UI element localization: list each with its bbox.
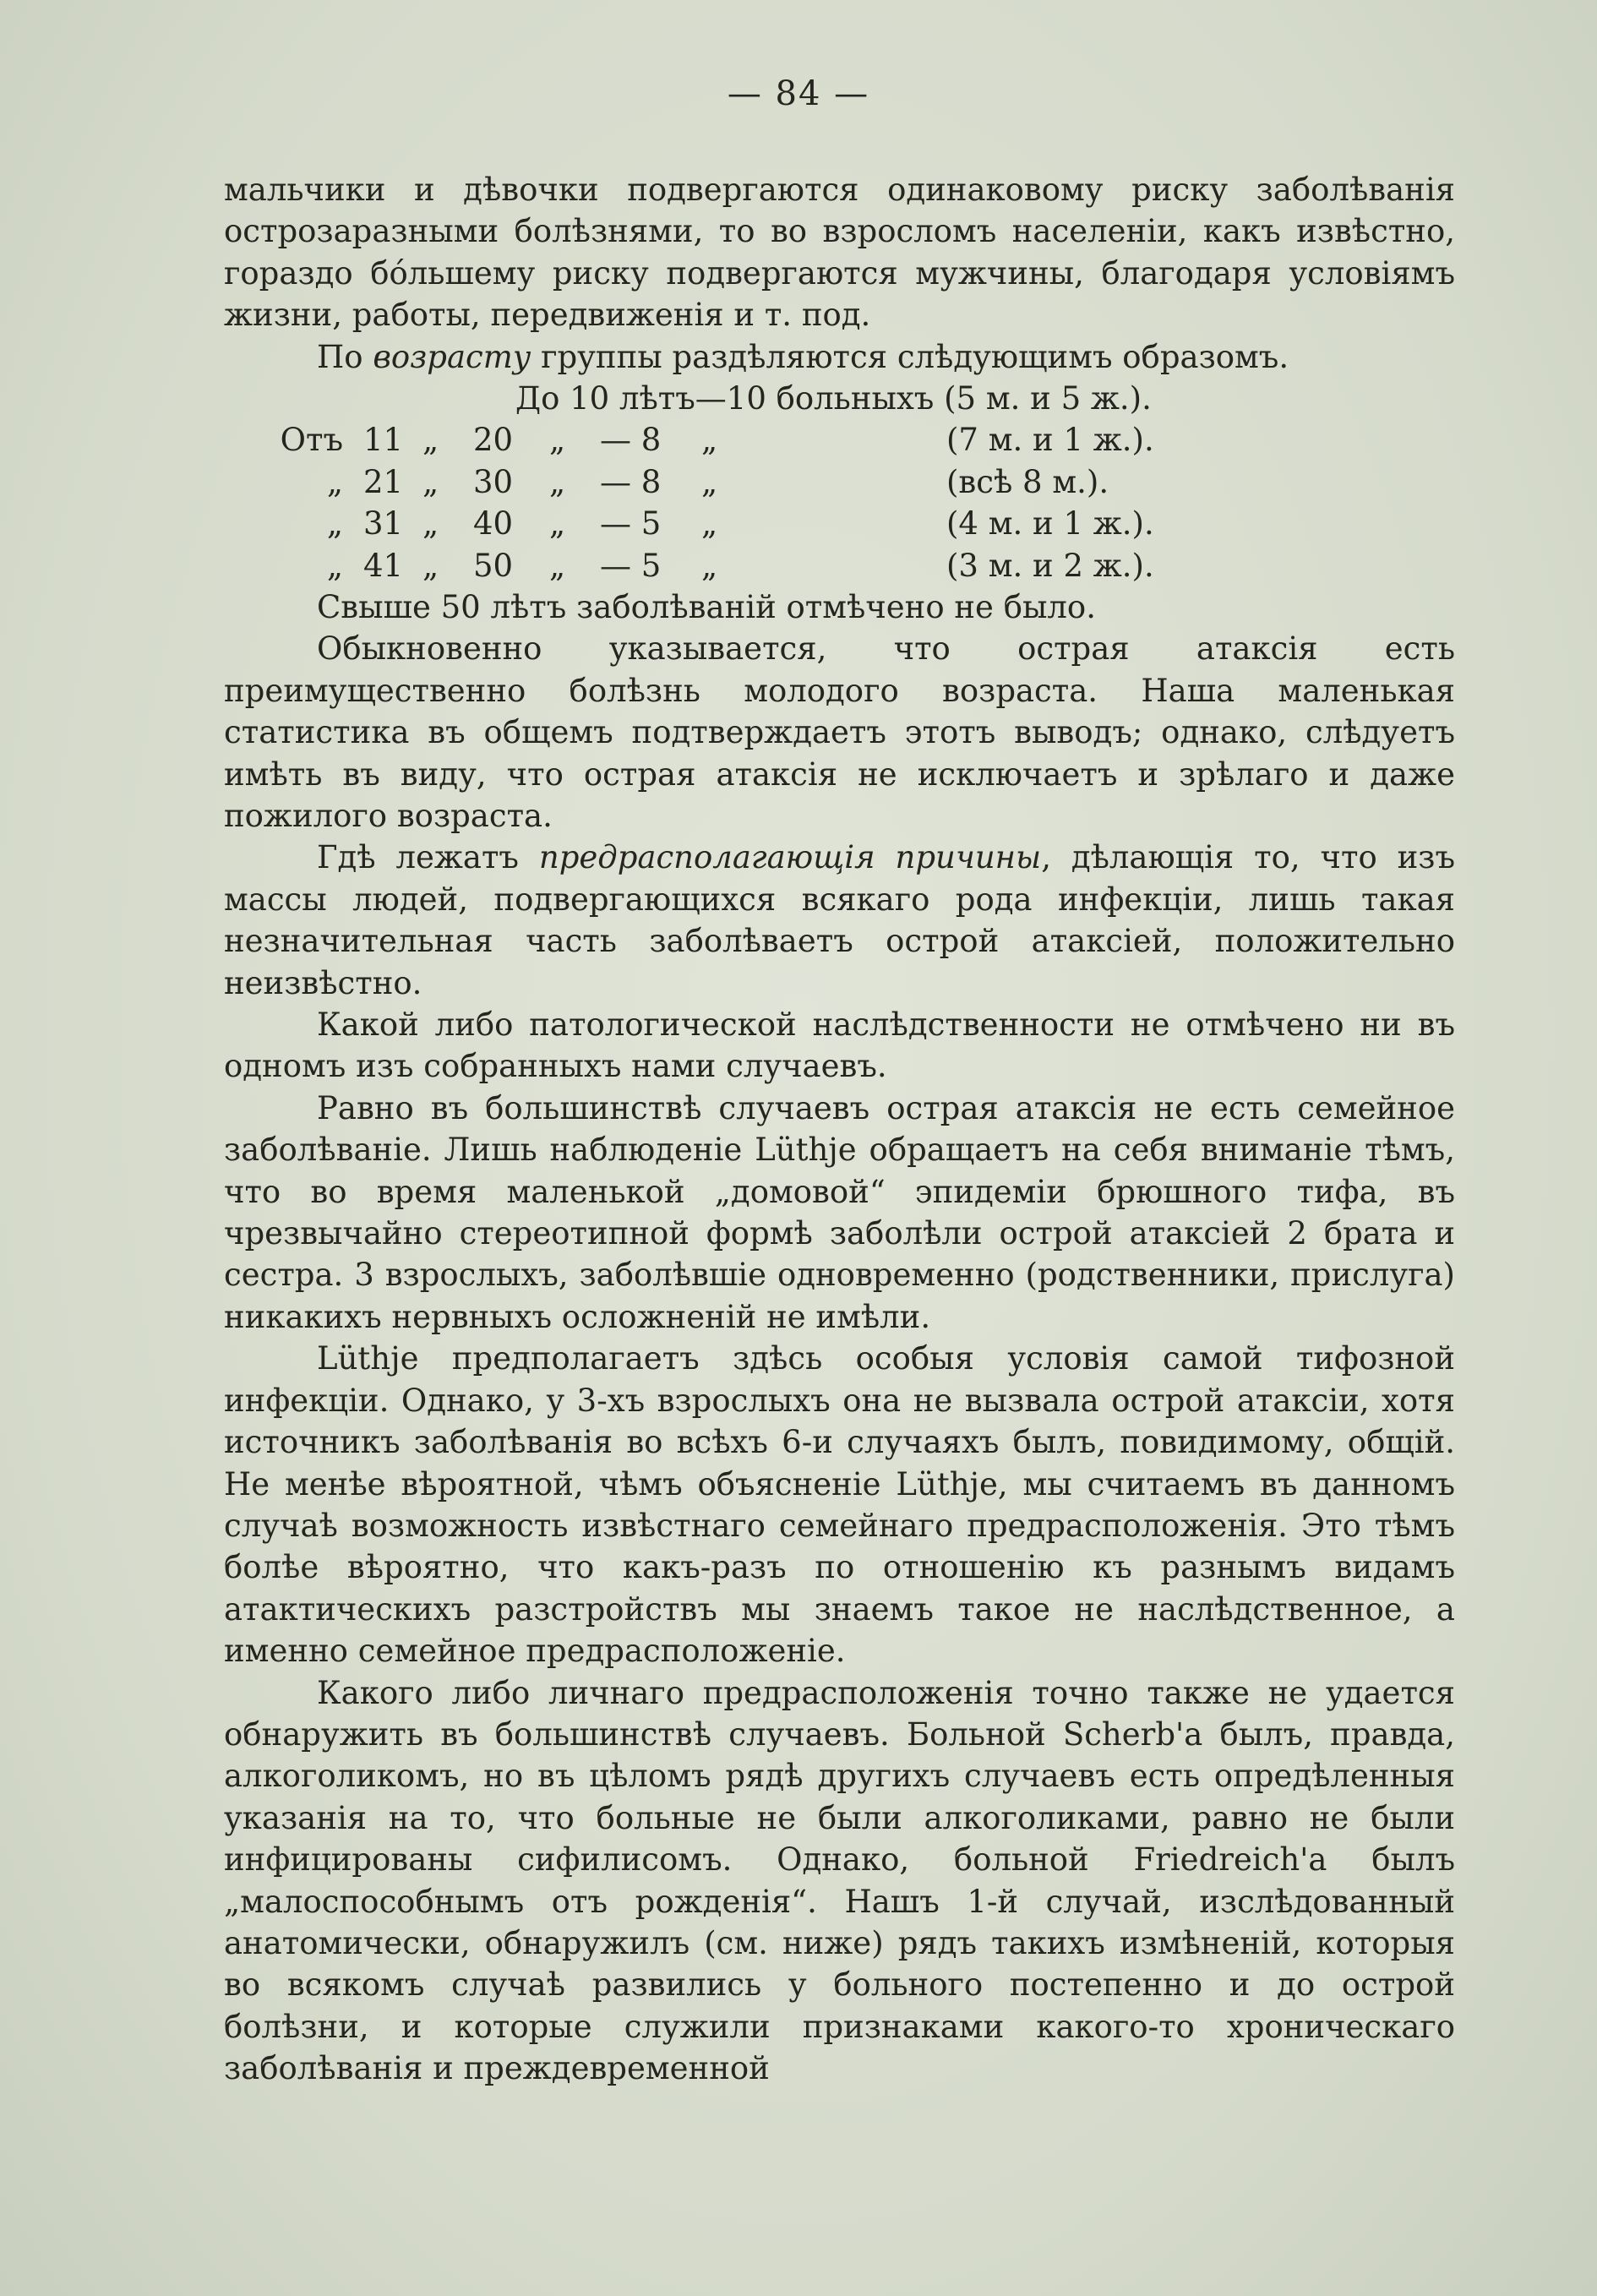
ditto-mark: „ xyxy=(422,422,439,459)
ditto-mark: „ xyxy=(549,547,566,584)
patient-count: — 8 xyxy=(600,422,662,459)
ditto-mark: „ xyxy=(422,505,439,543)
age-row-text: До 10 лѣтъ—10 больныхъ (5 м. и 5 ж.). xyxy=(515,380,1152,417)
paragraph-predisposing-causes xyxy=(224,837,1455,1004)
age-prefix: Отъ xyxy=(280,422,343,459)
age-row xyxy=(224,419,1455,461)
age-intro-end: группы раздѣляются слѣдующимъ образомъ. xyxy=(531,338,1289,375)
sex-breakdown: (3 м. и 2 ж.). xyxy=(946,547,1154,584)
age-to: 30 xyxy=(473,463,514,500)
ditto-mark: „ xyxy=(422,547,439,584)
age-row xyxy=(224,461,1455,503)
patient-count: — 5 xyxy=(600,547,662,584)
sex-breakdown: (всѣ 8 м.). xyxy=(946,463,1109,500)
age-to: 40 xyxy=(473,505,514,543)
body-text xyxy=(224,169,1455,2090)
ditto-mark: „ xyxy=(422,463,439,500)
age-row xyxy=(224,503,1455,544)
predisposing-emphasis: предрасполагающія причины xyxy=(538,839,1042,876)
ditto-mark: „ xyxy=(701,422,718,459)
ditto-mark: „ xyxy=(701,547,718,584)
paragraph-luthje: Lüthje предполагаетъ здѣсь особыя условія самой тифозной инфекціи. Однако, у 3-хъ взрослыхъ она не вызвала острой атаксіи, хотя источникъ заболѣванія во всѣхъ 6-и случаяхъ былъ, повидимому, общій. Не менѣе вѣроятной, чѣмъ объясненіе Lüthje, мы считаемъ въ данномъ случаѣ возможность извѣстнаго семейнаго предрасположенія. Это тѣмъ болѣе вѣроятно, что какъ-разъ по отношенію къ разнымъ видамъ атактическихъ разстройствъ мы знаемъ такое не наслѣдственное, а именно семейное предрасположеніе. xyxy=(224,1340,1455,1670)
age-intro xyxy=(224,336,1455,378)
ditto-mark: „ xyxy=(549,505,566,543)
age-from: 41 xyxy=(363,547,404,584)
predisposing-end: , дѣлающія то, что изъ массы людей, подвергающихся всякаго рода инфекціи, лишь такая незначительная часть заболѣваетъ острой атаксіей, положительно неизвѣстно. xyxy=(224,839,1455,1001)
predisposing-start: Гдѣ лежатъ xyxy=(317,839,539,876)
patient-count: — 5 xyxy=(600,505,662,543)
age-intro-start: По xyxy=(317,338,373,375)
paragraph-sex-risk: мальчики и дѣвочки подвергаются одинаковому риску заболѣванія острозаразными болѣзнями, то во взросломъ населеніи, какъ извѣстно, гораздо бóльшему риску подвергаются мужчины, благодаря условіямъ жизни, работы, передвиженія и т. под. xyxy=(224,172,1455,334)
paragraph-young-age: Обыкновенно указывается, что острая атаксія есть преимущественно болѣзнь молодого возраста. Наша маленькая статистика въ общемъ подтверждаетъ этотъ выводъ; однако, слѣдуетъ имѣть въ виду, что острая атаксія не исключаетъ и зрѣлаго и даже пожилого возраста. xyxy=(224,630,1455,835)
paragraph-heredity: Какой либо патологической наслѣдственности не отмѣчено ни въ одномъ изъ собранныхъ нами случаевъ. xyxy=(224,1006,1455,1085)
paragraph-family-disease: Равно въ большинствѣ случаевъ острая атаксія не есть семейное заболѣваніе. Лишь наблюденіе Lüthje обращаетъ на себя вниманіе тѣмъ, что во время маленькой „домовой“ эпидеміи брюшного тифа, въ чрезвычайно стереотипной формѣ заболѣли острой атаксіей 2 брата и сестра. 3 взрослыхъ, заболѣвшіе одновременно (родственники, прислуга) никакихъ нервныхъ осложненій не имѣли. xyxy=(224,1089,1455,1335)
ditto-mark: „ xyxy=(701,463,718,500)
ditto-mark: „ xyxy=(549,463,566,500)
age-intro-emphasis: возрасту xyxy=(373,338,531,375)
sex-breakdown: (4 м. и 1 ж.). xyxy=(946,505,1154,543)
age-to: 20 xyxy=(473,422,514,459)
ditto-mark: „ xyxy=(549,422,566,459)
age-from: 11 xyxy=(363,422,404,459)
ditto-mark: „ xyxy=(701,505,718,543)
page-number: — 84 — xyxy=(727,74,870,113)
paragraph-personal-predisposition: Какого либо личнаго предрасположенія точно также не удается обнаружить въ большинствѣ случаевъ. Больной Scherb'а былъ, правда, алкоголикомъ, но въ цѣломъ рядѣ другихъ случаевъ есть опредѣленныя указанія на то, что больные не были алкоголиками, равно не были инфицированы сифилисомъ. Однако, больной Friedreich'а былъ „малоспособнымъ отъ рожденія“. Нашъ 1-й случай, изслѣдованный анатомически, обнаружилъ (см. ниже) рядъ такихъ измѣненій, которыя во всякомъ случаѣ развились у больного постепенно и до острой болѣзни, и которые служили признаками какого-то хроническаго заболѣванія и преждевременной xyxy=(224,1674,1455,2087)
age-to: 50 xyxy=(473,547,514,584)
patient-count: — 8 xyxy=(600,463,662,500)
age-row-under-10 xyxy=(224,378,1455,419)
age-from: 21 xyxy=(363,463,404,500)
age-row xyxy=(224,545,1455,586)
age-prefix: „ xyxy=(326,463,343,500)
age-summary: Свыше 50 лѣтъ заболѣваній отмѣчено не было. xyxy=(317,588,1096,625)
age-table xyxy=(224,419,1455,586)
sex-breakdown: (7 м. и 1 ж.). xyxy=(946,422,1154,459)
age-from: 31 xyxy=(363,505,404,543)
age-prefix: „ xyxy=(326,505,343,543)
age-prefix: „ xyxy=(326,547,343,584)
